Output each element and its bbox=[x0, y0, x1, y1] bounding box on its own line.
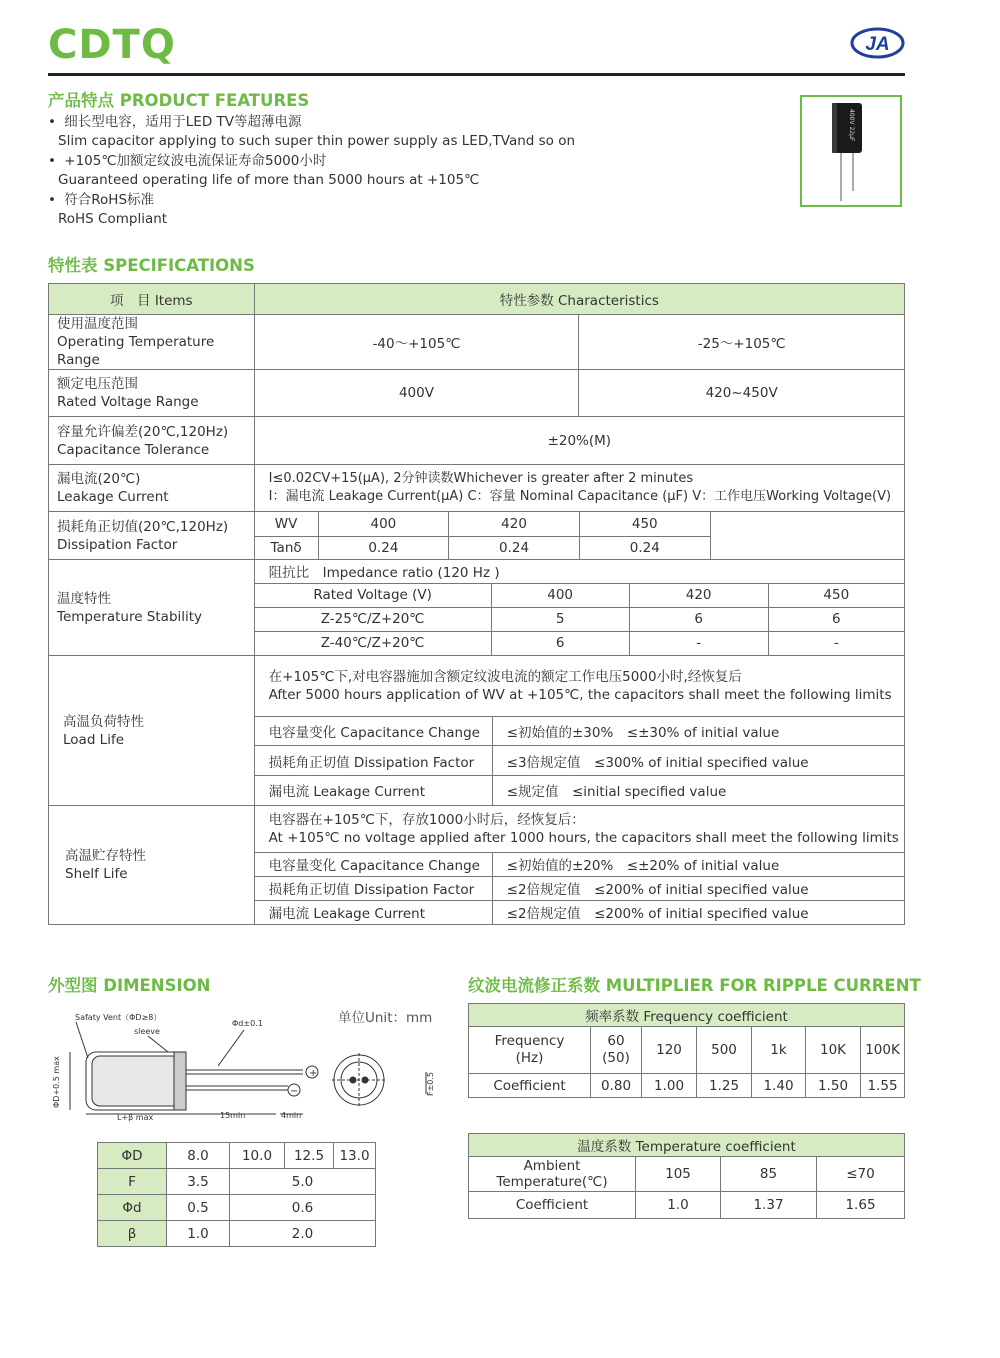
leakage-formula: I≤0.02CV+15(μA), 2分钟读数Whichever is greater after 2 minutes bbox=[268, 471, 694, 486]
coef-value: 1.00 bbox=[642, 1074, 697, 1098]
lead-label: Φd±0.1 bbox=[232, 1019, 263, 1028]
freq-value: 100K bbox=[861, 1027, 905, 1074]
temp-coef-value: 1.37 bbox=[721, 1192, 817, 1219]
value: ±20%(M) bbox=[254, 417, 904, 465]
dim-cell: 12.5 bbox=[285, 1143, 334, 1169]
limit-value: ≤2倍规定值 ≤200% of initial specified value bbox=[492, 900, 904, 924]
sleeve-label: sleeve bbox=[134, 1027, 160, 1036]
temp-coef-row bbox=[469, 1192, 905, 1219]
col-characteristics: 特性参数 Characteristics bbox=[254, 284, 904, 315]
row-shelf-life bbox=[49, 806, 905, 925]
label-zh: 损耗角正切值(20℃,120Hz) bbox=[57, 518, 229, 535]
wv-value: 450 bbox=[579, 512, 710, 536]
dim-label: F bbox=[98, 1169, 167, 1195]
temp-value: 105 bbox=[636, 1157, 721, 1192]
label-en: Temperature Stability bbox=[57, 608, 203, 625]
minus-icon: − bbox=[290, 1086, 299, 1097]
row-leakage bbox=[49, 465, 905, 512]
rv-label: Rated Voltage (V) bbox=[255, 583, 492, 607]
specs-title: 特性表 SPECIFICATIONS bbox=[48, 256, 255, 275]
dim-cell: 2.0 bbox=[230, 1221, 376, 1247]
label-en: Dissipation Factor bbox=[57, 536, 178, 553]
ratio-value: 6 bbox=[768, 607, 904, 631]
freq-label: Frequency bbox=[494, 1033, 565, 1049]
dim-row bbox=[98, 1221, 376, 1247]
model-title: CDTQ bbox=[48, 22, 176, 68]
temperature-table bbox=[468, 1133, 905, 1219]
row-cap-tolerance bbox=[49, 417, 905, 465]
dim-row bbox=[98, 1169, 376, 1195]
label-en: Load Life bbox=[63, 731, 125, 748]
vent-label: Safaty Vent（ΦD≥8） bbox=[75, 1013, 162, 1022]
coef-value: 1.55 bbox=[861, 1074, 905, 1098]
pitch-label: F±0.5 bbox=[426, 1071, 435, 1096]
limit-key: 电容量变化 Capacitance Change bbox=[255, 717, 493, 746]
col-items: 项 目 Items bbox=[49, 284, 255, 315]
frequency-table bbox=[468, 1003, 905, 1098]
unit-label: 单位Unit：mm bbox=[338, 1010, 433, 1026]
temp-label: Ambient Temperature(℃) bbox=[469, 1157, 636, 1192]
value: 400V bbox=[254, 370, 579, 417]
coef-value: 1.40 bbox=[752, 1074, 806, 1098]
feature-item bbox=[48, 113, 575, 151]
ripple-title: 纹波电流修正系数 MULTIPLIER FOR RIPPLE CURRENT bbox=[468, 976, 921, 995]
coef-label: Coefficient bbox=[469, 1192, 636, 1219]
ratio-value: 6 bbox=[491, 631, 629, 655]
dimension-title: 外型图 DIMENSION bbox=[48, 976, 211, 995]
row-rated-voltage bbox=[49, 370, 905, 417]
ratio-label: Z-40℃/Z+20℃ bbox=[255, 631, 492, 655]
wv-value: 420 bbox=[449, 512, 580, 536]
row-temp-range bbox=[49, 315, 905, 370]
label-en: Leakage Current bbox=[57, 489, 169, 505]
rv-value: 420 bbox=[629, 583, 768, 607]
feature-zh: +105℃加额定纹波电流保证寿命5000小时 bbox=[64, 153, 327, 169]
coef-row bbox=[469, 1074, 905, 1098]
product-photo bbox=[800, 95, 902, 207]
limit-key: 漏电流 Leakage Current bbox=[255, 776, 493, 805]
ratio-value: 6 bbox=[629, 607, 768, 631]
shelf-desc-zh: 电容器在+105℃下，存放1000小时后，经恢复后： bbox=[268, 811, 585, 828]
dim-label: ΦD bbox=[98, 1143, 167, 1169]
feature-en: RoHS Compliant bbox=[58, 211, 168, 227]
feature-en: Slim capacitor applying to such super thin power supply as LED,TVand so on bbox=[58, 133, 576, 149]
label-en: Shelf Life bbox=[65, 866, 128, 882]
dim-cell: 3.5 bbox=[167, 1169, 230, 1195]
feature-zh: 符合RoHS标准 bbox=[64, 192, 155, 208]
freq-row bbox=[469, 1027, 905, 1074]
feature-item bbox=[48, 191, 575, 229]
feature-en: Guaranteed operating life of more than 5000 hours at +105℃ bbox=[58, 172, 480, 188]
temp-row bbox=[469, 1157, 905, 1192]
dim-cell: 0.5 bbox=[167, 1195, 230, 1221]
shelf-desc-en: At +105℃ no voltage applied after 1000 hours, the capacitors shall meet the following limits bbox=[268, 829, 899, 846]
tan-label: Tanδ bbox=[255, 536, 318, 559]
dim-cell: 5.0 bbox=[230, 1169, 376, 1195]
label-zh: 漏电流(20℃) bbox=[57, 471, 141, 487]
freq-unit: (Hz) bbox=[515, 1050, 544, 1066]
freq-value: 10K bbox=[806, 1027, 861, 1074]
brand-logo bbox=[850, 27, 905, 59]
dim-cell: 0.6 bbox=[230, 1195, 376, 1221]
ratio-label: Z-25℃/Z+20℃ bbox=[255, 607, 492, 631]
limit-key: 损耗角正切值 Dissipation Factor bbox=[255, 876, 493, 900]
label-zh: 使用温度范围 bbox=[57, 316, 138, 332]
dim-cell: 1.0 bbox=[167, 1221, 230, 1247]
dim-label: β bbox=[98, 1221, 167, 1247]
value: -25～+105℃ bbox=[579, 315, 905, 370]
capacitor-image bbox=[802, 97, 900, 205]
temp-value: 85 bbox=[721, 1157, 817, 1192]
photo-label: 400V 22μF bbox=[848, 109, 855, 142]
tan-value: 0.24 bbox=[579, 536, 710, 559]
features-list bbox=[48, 113, 575, 229]
df-table bbox=[255, 512, 711, 559]
ratio-value: 5 bbox=[491, 607, 629, 631]
bullet: • bbox=[48, 153, 56, 169]
limit-value: ≤3倍规定值 ≤300% of initial specified value bbox=[492, 746, 904, 776]
feature-item bbox=[48, 152, 575, 190]
rv-value: 450 bbox=[768, 583, 904, 607]
load-desc-en: After 5000 hours application of WV at +105℃, the capacitors shall meet the following limits bbox=[268, 687, 892, 704]
spec-header-row bbox=[49, 284, 905, 315]
temp-title: 温度系数 Temperature coefficient bbox=[469, 1134, 905, 1157]
coef-value: 1.50 bbox=[806, 1074, 861, 1098]
shelf-life-table bbox=[255, 806, 904, 924]
limit-value: ≤规定值 ≤initial specified value bbox=[492, 776, 904, 805]
bullet: • bbox=[48, 114, 56, 130]
label-en: Capacitance Tolerance bbox=[57, 441, 210, 458]
svg-text:JA: JA bbox=[865, 34, 890, 55]
min4-label: 4min bbox=[281, 1111, 302, 1120]
coef-value: 1.25 bbox=[697, 1074, 752, 1098]
freq-value: 500 bbox=[697, 1027, 752, 1074]
rv-value: 400 bbox=[491, 583, 629, 607]
freq-title: 频率系数 Frequency coefficient bbox=[469, 1004, 905, 1027]
label-en: Rated Voltage Range bbox=[57, 394, 199, 410]
limit-value: ≤初始值的±30% ≤±30% of initial value bbox=[492, 717, 904, 746]
dim-cell: 13.0 bbox=[334, 1143, 376, 1169]
temp-value: ≤70 bbox=[817, 1157, 905, 1192]
freq-value: 1k bbox=[752, 1027, 806, 1074]
plus-icon: + bbox=[309, 1068, 318, 1079]
dimension-table bbox=[97, 1142, 376, 1247]
spec-table bbox=[48, 283, 905, 925]
leakage-legend: I：漏电流 Leakage Current(μA) C：容量 Nominal Capacitance (μF) V：工作电压Working Voltage(V) bbox=[268, 489, 892, 504]
header-rule bbox=[48, 73, 905, 76]
wv-label: WV bbox=[255, 512, 318, 536]
min15-label: 15min bbox=[220, 1111, 246, 1120]
label-zh: 额定电压范围 bbox=[57, 376, 138, 392]
feature-zh: 细长型电容，适用于LED TV等超薄电源 bbox=[64, 114, 302, 130]
limit-value: ≤初始值的±20% ≤±20% of initial value bbox=[492, 852, 904, 876]
impedance-table bbox=[255, 560, 904, 655]
load-desc-zh: 在+105℃下,对电容器施加含额定纹波电流的额定工作电压5000小时,经恢复后 bbox=[268, 669, 742, 686]
bullet: • bbox=[48, 192, 56, 208]
limit-key: 漏电流 Leakage Current bbox=[255, 900, 493, 924]
label-zh: 高温贮存特性 bbox=[65, 848, 146, 864]
dim-cell: 10.0 bbox=[230, 1143, 285, 1169]
row-dissipation bbox=[49, 512, 905, 560]
label-zh: 容量允许偏差(20℃,120Hz) bbox=[57, 423, 229, 440]
tan-value: 0.24 bbox=[318, 536, 449, 559]
load-life-table bbox=[255, 657, 904, 805]
impedance-title: 阻抗比 Impedance ratio (120 Hz ) bbox=[255, 560, 904, 583]
coef-label: Coefficient bbox=[469, 1074, 591, 1098]
dim-row bbox=[98, 1143, 376, 1169]
temp-coef-value: 1.65 bbox=[817, 1192, 905, 1219]
limit-value: ≤2倍规定值 ≤200% of initial specified value bbox=[492, 876, 904, 900]
freq-value: 120 bbox=[642, 1027, 697, 1074]
label-en: Operating Temperature Range bbox=[57, 334, 215, 368]
row-temp-stability bbox=[49, 560, 905, 656]
tan-value: 0.24 bbox=[449, 536, 580, 559]
freq-value: 60 (50) bbox=[591, 1027, 642, 1074]
temp-coef-value: 1.0 bbox=[636, 1192, 721, 1219]
dim-row bbox=[98, 1195, 376, 1221]
ratio-value: - bbox=[629, 631, 768, 655]
limit-key: 损耗角正切值 Dissipation Factor bbox=[255, 746, 493, 776]
dimension-drawing bbox=[48, 1008, 448, 1128]
row-load-life bbox=[49, 656, 905, 806]
wv-value: 400 bbox=[318, 512, 449, 536]
ratio-value: - bbox=[768, 631, 904, 655]
label-zh: 温度特性 bbox=[57, 590, 111, 607]
dim-cell: 8.0 bbox=[167, 1143, 230, 1169]
value: 420~450V bbox=[579, 370, 905, 417]
limit-key: 电容量变化 Capacitance Change bbox=[255, 852, 493, 876]
label-zh: 高温负荷特性 bbox=[63, 713, 144, 730]
body-length-label: L+β max bbox=[117, 1113, 154, 1122]
dia-label: ΦD+0.5 max bbox=[52, 1056, 61, 1108]
dim-label: Φd bbox=[98, 1195, 167, 1221]
value: -40～+105℃ bbox=[254, 315, 579, 370]
coef-value: 0.80 bbox=[591, 1074, 642, 1098]
features-title: 产品特点 PRODUCT FEATURES bbox=[48, 91, 310, 110]
